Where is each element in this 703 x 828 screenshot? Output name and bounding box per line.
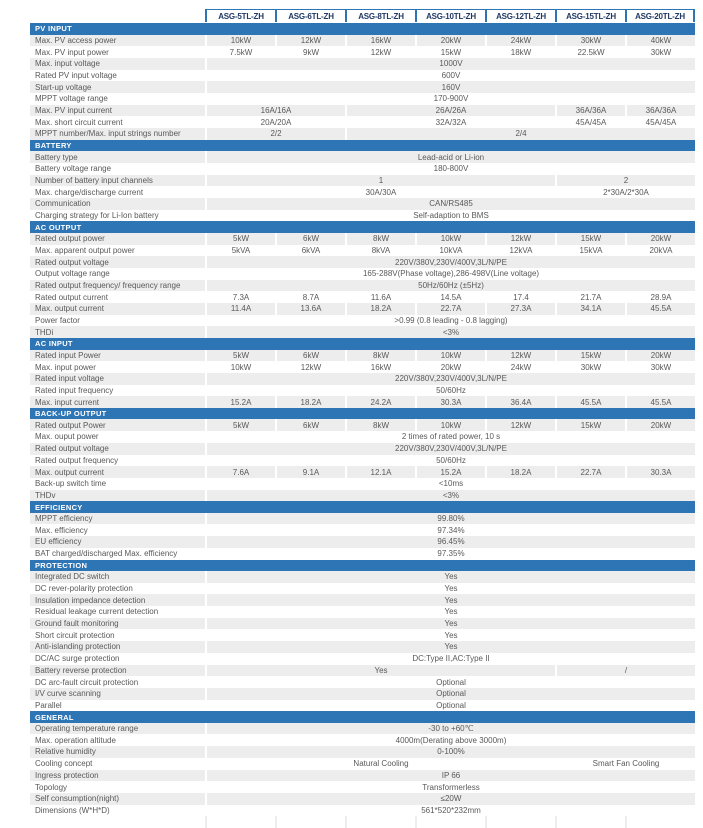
value-cell: 600V bbox=[205, 70, 695, 82]
table-row bbox=[30, 58, 695, 70]
value-cell: 24kW bbox=[485, 361, 555, 373]
row-label: Rated input Power bbox=[30, 350, 205, 362]
value-cell: 16kW bbox=[345, 361, 415, 373]
value-cell: 12kW bbox=[275, 35, 345, 47]
value-cell: 30.3A bbox=[415, 396, 485, 408]
value-cell: Yes bbox=[205, 641, 695, 653]
table-row bbox=[30, 455, 695, 467]
value-cell: <3% bbox=[205, 326, 695, 338]
value-cell: 18kW bbox=[485, 46, 555, 58]
value-cell: 20kW bbox=[625, 419, 695, 431]
value-cell: 28.9A bbox=[625, 291, 695, 303]
value-cell: 18.2A bbox=[345, 303, 415, 315]
value-cell: 30kW bbox=[555, 361, 625, 373]
value-cell: 45.5A bbox=[555, 396, 625, 408]
table-row bbox=[30, 746, 695, 758]
value-cell: 15.2A bbox=[205, 396, 275, 408]
value-cell: 36A/36A bbox=[625, 105, 695, 117]
section-header-protection: PROTECTION bbox=[30, 560, 695, 572]
value-cell: 6kW bbox=[275, 233, 345, 245]
value-cell: 32A/32A bbox=[345, 116, 555, 128]
row-label: THDv bbox=[30, 490, 205, 502]
value-cell: 2/4 bbox=[345, 128, 695, 140]
row-label: Charging strategy for Li-Ion battery bbox=[30, 210, 205, 222]
table-row bbox=[30, 151, 695, 163]
table-row bbox=[30, 641, 695, 653]
value-cell: Yes bbox=[205, 629, 695, 641]
value-cell: 45A/45A bbox=[625, 116, 695, 128]
value-cell: / bbox=[555, 665, 695, 677]
value-cell: 24kW bbox=[485, 35, 555, 47]
value-cell: 561*520*232mm bbox=[205, 805, 695, 817]
row-label: Rated output frequency/ frequency range bbox=[30, 280, 205, 292]
row-label: Rated output current bbox=[30, 291, 205, 303]
row-label: Max. PV access power bbox=[30, 35, 205, 47]
table-row bbox=[30, 116, 695, 128]
value-cell: 4000m(Derating above 3000m) bbox=[205, 734, 695, 746]
row-label: Rated output voltage bbox=[30, 256, 205, 268]
table-row bbox=[30, 524, 695, 536]
row-label: Rated output voltage bbox=[30, 443, 205, 455]
value-cell: 0-100% bbox=[205, 746, 695, 758]
value-cell: 21.7A bbox=[555, 291, 625, 303]
row-label: Max. input current bbox=[30, 396, 205, 408]
header-spacer bbox=[30, 9, 205, 22]
table-row bbox=[30, 233, 695, 245]
table-row bbox=[30, 443, 695, 455]
table-row bbox=[30, 373, 695, 385]
table-row bbox=[30, 513, 695, 525]
value-cell: 2 bbox=[555, 175, 695, 187]
row-label: Short circuit protection bbox=[30, 629, 205, 641]
value-cell: 16kW bbox=[345, 35, 415, 47]
value-cell: 15kW bbox=[555, 350, 625, 362]
value-cell: Yes bbox=[205, 571, 695, 583]
row-label: MPPT efficiency bbox=[30, 513, 205, 525]
value-cell: 1000V bbox=[205, 58, 695, 70]
value-cell: 20kW bbox=[625, 233, 695, 245]
row-label: Rated output Power bbox=[30, 419, 205, 431]
row-label: Rated input voltage bbox=[30, 373, 205, 385]
value-cell bbox=[275, 816, 345, 828]
value-cell: 30kW bbox=[625, 361, 695, 373]
row-label: Max. input voltage bbox=[30, 58, 205, 70]
value-cell: 5kVA bbox=[205, 245, 275, 257]
row-label: Self consumption(night) bbox=[30, 793, 205, 805]
table-row bbox=[30, 431, 695, 443]
value-cell: 7.6A bbox=[205, 466, 275, 478]
row-label: Relative humidity bbox=[30, 746, 205, 758]
value-cell: Transformerless bbox=[205, 781, 695, 793]
value-cell: 2*30A/2*30A bbox=[555, 186, 695, 198]
value-cell: 9.1A bbox=[275, 466, 345, 478]
table-row bbox=[30, 280, 695, 292]
value-cell: 12kW bbox=[485, 350, 555, 362]
value-cell: 24.2A bbox=[345, 396, 415, 408]
table-row bbox=[30, 571, 695, 583]
table-row bbox=[30, 268, 695, 280]
section-header-efficiency: EFFICIENCY bbox=[30, 501, 695, 513]
row-label: Output voltage range bbox=[30, 268, 205, 280]
model-column-header-asg-8tl-zh: ASG-8TL-ZH bbox=[345, 9, 415, 22]
row-label: I/V curve scanning bbox=[30, 688, 205, 700]
model-column-header-asg-20tl-zh: ASG-20TL-ZH bbox=[625, 9, 695, 22]
value-cell: Self-adaption to BMS bbox=[205, 210, 695, 222]
value-cell: <10ms bbox=[205, 478, 695, 490]
table-row bbox=[30, 770, 695, 782]
table-row bbox=[30, 805, 695, 817]
value-cell: Yes bbox=[205, 618, 695, 630]
table-row bbox=[30, 490, 695, 502]
value-cell: Optional bbox=[205, 688, 695, 700]
row-label: MPPT voltage range bbox=[30, 93, 205, 105]
table-row bbox=[30, 653, 695, 665]
section-header-general: GENERAL bbox=[30, 711, 695, 723]
value-cell: 97.34% bbox=[205, 524, 695, 536]
model-column-header-asg-5tl-zh: ASG-5TL-ZH bbox=[205, 9, 275, 22]
value-cell: 8kW bbox=[345, 419, 415, 431]
row-label: Max. ouput power bbox=[30, 431, 205, 443]
value-cell: 6kVA bbox=[275, 245, 345, 257]
value-cell: 16A/16A bbox=[205, 105, 345, 117]
model-column-header-asg-6tl-zh: ASG-6TL-ZH bbox=[275, 9, 345, 22]
row-label: Cooling concept bbox=[30, 758, 205, 770]
row-label: Rated input frequency bbox=[30, 385, 205, 397]
value-cell: Lead-acid or Li-ion bbox=[205, 151, 695, 163]
value-cell: Smart Fan Cooling bbox=[555, 758, 695, 770]
value-cell: Yes bbox=[205, 665, 555, 677]
table-row bbox=[30, 35, 695, 47]
value-cell bbox=[345, 816, 415, 828]
table-row bbox=[30, 676, 695, 688]
value-cell: 8kW bbox=[345, 350, 415, 362]
table-row bbox=[30, 315, 695, 327]
value-cell: 9kW bbox=[275, 46, 345, 58]
value-cell: 15.2A bbox=[415, 466, 485, 478]
value-cell: 20kW bbox=[415, 361, 485, 373]
table-row bbox=[30, 478, 695, 490]
table-row bbox=[30, 303, 695, 315]
row-label: Max. efficiency bbox=[30, 524, 205, 536]
row-label: Insulation impedance detection bbox=[30, 594, 205, 606]
value-cell: 160V bbox=[205, 81, 695, 93]
table-row bbox=[30, 93, 695, 105]
model-column-header-asg-15tl-zh: ASG-15TL-ZH bbox=[555, 9, 625, 22]
row-label: Number of battery input channels bbox=[30, 175, 205, 187]
row-label: Start-up voltage bbox=[30, 81, 205, 93]
model-header-row bbox=[30, 9, 695, 22]
value-cell: 7.5kW bbox=[205, 46, 275, 58]
table-row bbox=[30, 723, 695, 735]
row-label: Max. output current bbox=[30, 466, 205, 478]
value-cell: 170-900V bbox=[205, 93, 695, 105]
table-row bbox=[30, 186, 695, 198]
row-label: Rated output power bbox=[30, 233, 205, 245]
value-cell: 30A/30A bbox=[205, 186, 555, 198]
value-cell: 20A/20A bbox=[205, 116, 345, 128]
value-cell bbox=[205, 816, 275, 828]
table-row bbox=[30, 396, 695, 408]
section-header-pv-input: PV INPUT bbox=[30, 23, 695, 35]
table-row bbox=[30, 105, 695, 117]
value-cell: 13.6A bbox=[275, 303, 345, 315]
row-label: Battery voltage range bbox=[30, 163, 205, 175]
value-cell: 50/60Hz bbox=[205, 385, 695, 397]
value-cell: 12kW bbox=[485, 419, 555, 431]
value-cell: 15kW bbox=[415, 46, 485, 58]
value-cell: 22.7A bbox=[555, 466, 625, 478]
value-cell: 180-800V bbox=[205, 163, 695, 175]
table-row bbox=[30, 734, 695, 746]
value-cell: 12kVA bbox=[485, 245, 555, 257]
row-label: Operating temperature range bbox=[30, 723, 205, 735]
table-row bbox=[30, 665, 695, 677]
value-cell: 8.7A bbox=[275, 291, 345, 303]
row-label: Max. output current bbox=[30, 303, 205, 315]
value-cell: 17.4 bbox=[485, 291, 555, 303]
model-column-header-asg-10tl-zh: ASG-10TL-ZH bbox=[415, 9, 485, 22]
value-cell: 5kW bbox=[205, 419, 275, 431]
value-cell: 99.80% bbox=[205, 513, 695, 525]
value-cell: 22.5kW bbox=[555, 46, 625, 58]
table-row bbox=[30, 688, 695, 700]
row-label: Battery reverse protection bbox=[30, 665, 205, 677]
value-cell: 50Hz/60Hz (±5Hz) bbox=[205, 280, 695, 292]
row-label: BAT charged/discharged Max. efficiency bbox=[30, 548, 205, 560]
row-label bbox=[30, 816, 205, 828]
table-row bbox=[30, 198, 695, 210]
value-cell: 40kW bbox=[625, 35, 695, 47]
table-row bbox=[30, 326, 695, 338]
row-label: DC rever-polarity protection bbox=[30, 583, 205, 595]
value-cell: 50/60Hz bbox=[205, 455, 695, 467]
value-cell: 6kW bbox=[275, 350, 345, 362]
value-cell: 10kVA bbox=[415, 245, 485, 257]
value-cell: 10kW bbox=[205, 35, 275, 47]
table-row bbox=[30, 291, 695, 303]
value-cell: 45.5A bbox=[625, 396, 695, 408]
row-label: Communication bbox=[30, 198, 205, 210]
table-row bbox=[30, 781, 695, 793]
value-cell: 20kVA bbox=[625, 245, 695, 257]
table-row bbox=[30, 700, 695, 712]
value-cell: 96.45% bbox=[205, 536, 695, 548]
row-label: Ingress protection bbox=[30, 770, 205, 782]
value-cell: 10kW bbox=[415, 350, 485, 362]
value-cell: 30kW bbox=[625, 46, 695, 58]
row-label: Max. operation altitude bbox=[30, 734, 205, 746]
value-cell: 6kW bbox=[275, 419, 345, 431]
value-cell: 2 times of rated power, 10 s bbox=[205, 431, 695, 443]
table-row bbox=[30, 256, 695, 268]
table-row bbox=[30, 758, 695, 770]
value-cell: 8kW bbox=[345, 233, 415, 245]
value-cell bbox=[625, 816, 695, 828]
inverter-spec-table bbox=[30, 9, 695, 828]
table-row bbox=[30, 793, 695, 805]
value-cell: 36.4A bbox=[485, 396, 555, 408]
empty-footer-row bbox=[30, 816, 695, 828]
value-cell: <3% bbox=[205, 490, 695, 502]
value-cell: 18.2A bbox=[485, 466, 555, 478]
value-cell: 45A/45A bbox=[555, 116, 625, 128]
value-cell: 15kVA bbox=[555, 245, 625, 257]
table-row bbox=[30, 128, 695, 140]
row-label: Max. PV input current bbox=[30, 105, 205, 117]
row-label: Anti-islanding protection bbox=[30, 641, 205, 653]
row-label: Battery type bbox=[30, 151, 205, 163]
value-cell: 20kW bbox=[625, 350, 695, 362]
value-cell: 10kW bbox=[415, 233, 485, 245]
table-row bbox=[30, 536, 695, 548]
row-label: MPPT number/Max. input strings number bbox=[30, 128, 205, 140]
value-cell: ≤20W bbox=[205, 793, 695, 805]
row-label: Rated output frequency bbox=[30, 455, 205, 467]
section-header-battery: BATTERY bbox=[30, 140, 695, 152]
section-header-ac-output: AC OUTPUT bbox=[30, 221, 695, 233]
table-row bbox=[30, 361, 695, 373]
row-label: DC/AC surge protection bbox=[30, 653, 205, 665]
value-cell: 20kW bbox=[415, 35, 485, 47]
table-row bbox=[30, 385, 695, 397]
row-label: Residual leakage current detection bbox=[30, 606, 205, 618]
value-cell: 12.1A bbox=[345, 466, 415, 478]
value-cell: Yes bbox=[205, 606, 695, 618]
value-cell: 15kW bbox=[555, 233, 625, 245]
value-cell: 165-288V(Phase voltage),286-498V(Line voltage) bbox=[205, 268, 695, 280]
value-cell: CAN/RS485 bbox=[205, 198, 695, 210]
table-row bbox=[30, 466, 695, 478]
value-cell: DC:Type II,AC:Type II bbox=[205, 653, 695, 665]
value-cell: Yes bbox=[205, 583, 695, 595]
value-cell: 12kW bbox=[345, 46, 415, 58]
value-cell: 10kW bbox=[205, 361, 275, 373]
value-cell: 36A/36A bbox=[555, 105, 625, 117]
value-cell: 14.5A bbox=[415, 291, 485, 303]
value-cell: Optional bbox=[205, 700, 695, 712]
value-cell: 18.2A bbox=[275, 396, 345, 408]
value-cell: 11.4A bbox=[205, 303, 275, 315]
row-label: Back-up switch time bbox=[30, 478, 205, 490]
value-cell: 97.35% bbox=[205, 548, 695, 560]
value-cell: 22.7A bbox=[415, 303, 485, 315]
row-label: Integrated DC switch bbox=[30, 571, 205, 583]
row-label: Max. short circuit current bbox=[30, 116, 205, 128]
value-cell: 1 bbox=[205, 175, 555, 187]
row-label: Max. apparent output power bbox=[30, 245, 205, 257]
row-label: Max. input power bbox=[30, 361, 205, 373]
model-column-header-asg-12tl-zh: ASG-12TL-ZH bbox=[485, 9, 555, 22]
value-cell: 220V/380V,230V/400V,3L/N/PE bbox=[205, 256, 695, 268]
row-label: THDi bbox=[30, 326, 205, 338]
value-cell bbox=[485, 816, 555, 828]
table-row bbox=[30, 175, 695, 187]
value-cell: IP 66 bbox=[205, 770, 695, 782]
row-label: DC arc-fault circuit protection bbox=[30, 676, 205, 688]
table-row bbox=[30, 70, 695, 82]
value-cell bbox=[415, 816, 485, 828]
table-row bbox=[30, 46, 695, 58]
value-cell: 34.1A bbox=[555, 303, 625, 315]
value-cell: 2/2 bbox=[205, 128, 345, 140]
value-cell: >0.99 (0.8 leading - 0.8 lagging) bbox=[205, 315, 695, 327]
value-cell: 11.6A bbox=[345, 291, 415, 303]
value-cell: 30kW bbox=[555, 35, 625, 47]
section-header-ac-input: AC INPUT bbox=[30, 338, 695, 350]
value-cell: 12kW bbox=[485, 233, 555, 245]
row-label: Parallel bbox=[30, 700, 205, 712]
value-cell: 7.3A bbox=[205, 291, 275, 303]
table-row bbox=[30, 245, 695, 257]
value-cell: 27.3A bbox=[485, 303, 555, 315]
row-label: Topology bbox=[30, 781, 205, 793]
table-row bbox=[30, 81, 695, 93]
table-row bbox=[30, 163, 695, 175]
row-label: Dimensions (W*H*D) bbox=[30, 805, 205, 817]
row-label: EU efficiency bbox=[30, 536, 205, 548]
value-cell: 15kW bbox=[555, 419, 625, 431]
value-cell: Yes bbox=[205, 594, 695, 606]
value-cell: 220V/380V,230V/400V,3L/N/PE bbox=[205, 443, 695, 455]
section-header-back-up-output: BACK-UP OUTPUT bbox=[30, 408, 695, 420]
table-row bbox=[30, 583, 695, 595]
value-cell: 5kW bbox=[205, 350, 275, 362]
value-cell: 10kW bbox=[415, 419, 485, 431]
table-row bbox=[30, 606, 695, 618]
value-cell: -30 to +60℃ bbox=[205, 723, 695, 735]
table-row bbox=[30, 350, 695, 362]
value-cell: 220V/380V,230V/400V,3L/N/PE bbox=[205, 373, 695, 385]
row-label: Rated PV input voltage bbox=[30, 70, 205, 82]
row-label: Max. charge/discharge current bbox=[30, 186, 205, 198]
table-row bbox=[30, 594, 695, 606]
value-cell: 45.5A bbox=[625, 303, 695, 315]
table-row bbox=[30, 419, 695, 431]
row-label: Power factor bbox=[30, 315, 205, 327]
value-cell: 12kW bbox=[275, 361, 345, 373]
value-cell: Optional bbox=[205, 676, 695, 688]
table-row bbox=[30, 618, 695, 630]
value-cell: 30.3A bbox=[625, 466, 695, 478]
table-row bbox=[30, 629, 695, 641]
value-cell: Natural Cooling bbox=[205, 758, 555, 770]
value-cell: 5kW bbox=[205, 233, 275, 245]
row-label: Ground fault monitoring bbox=[30, 618, 205, 630]
value-cell: 8kVA bbox=[345, 245, 415, 257]
value-cell: 26A/26A bbox=[345, 105, 555, 117]
row-label: Max. PV input power bbox=[30, 46, 205, 58]
value-cell bbox=[555, 816, 625, 828]
table-row bbox=[30, 210, 695, 222]
table-row bbox=[30, 548, 695, 560]
